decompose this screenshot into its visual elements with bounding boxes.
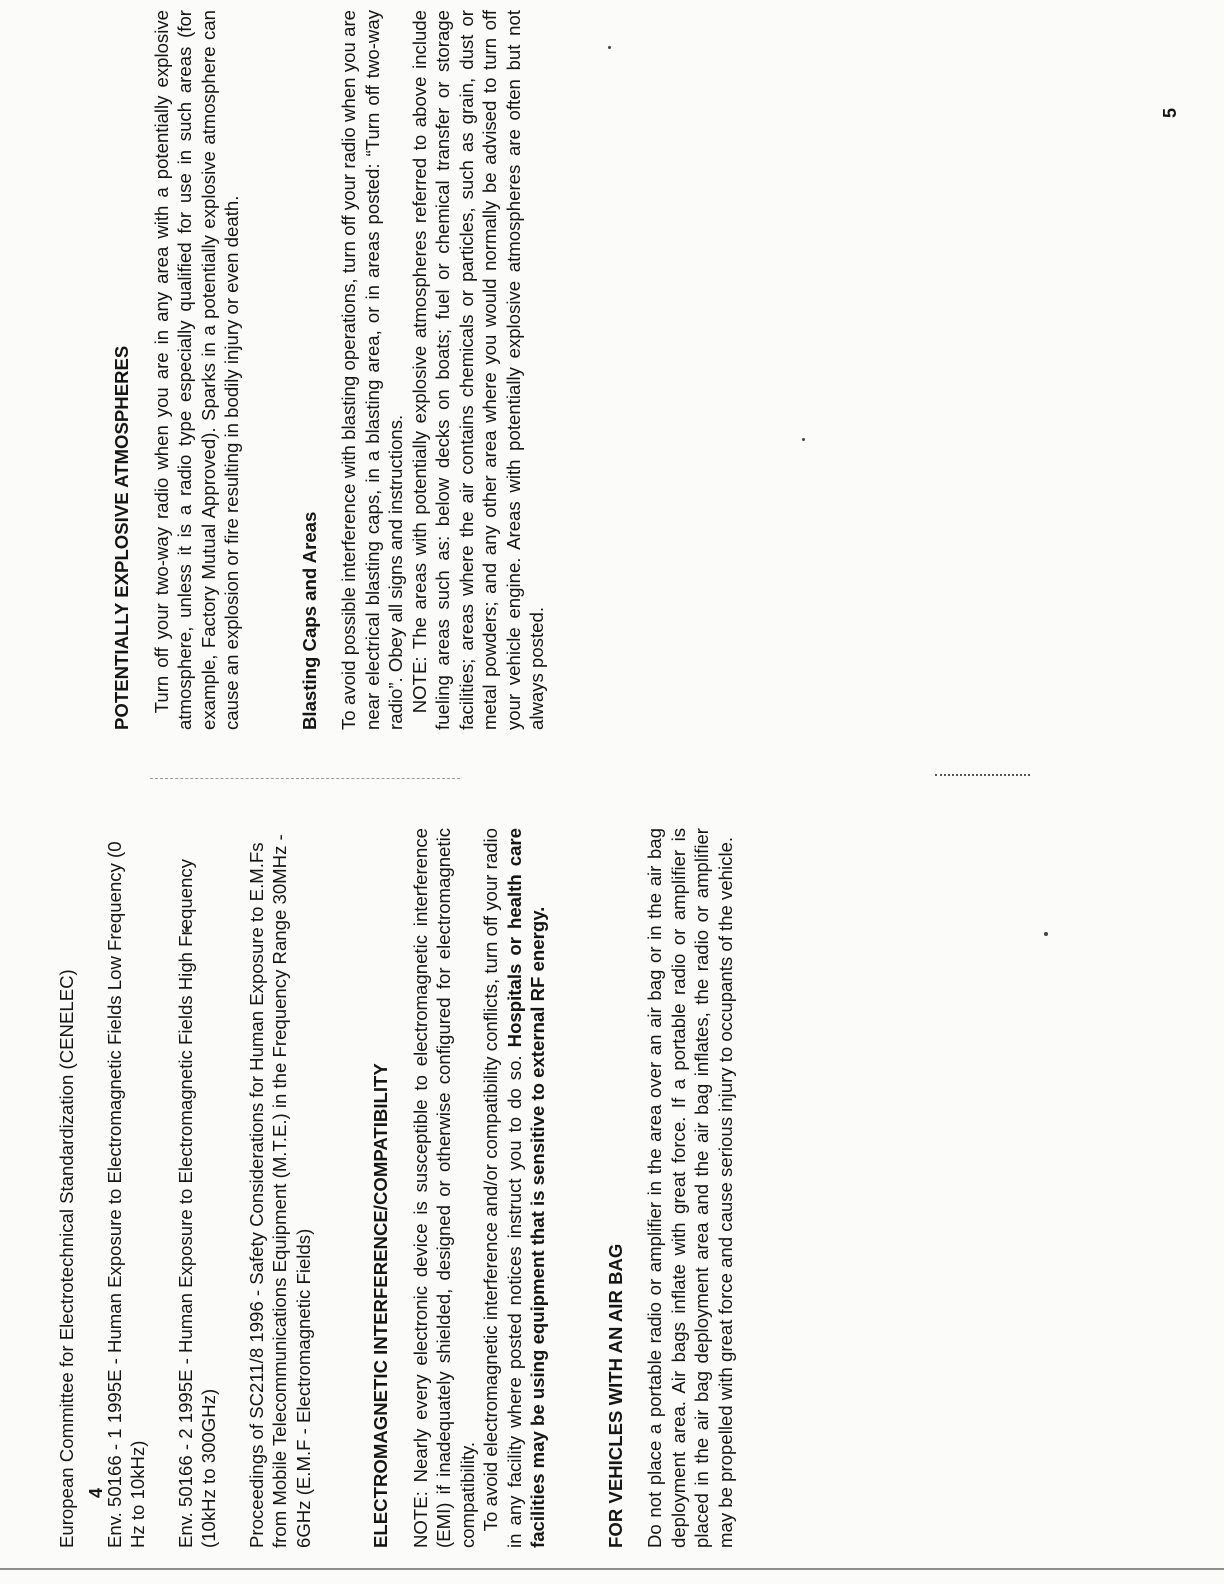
emi-heading: ELECTROMAGNETIC INTERFERENCE/COMPATIBILITY bbox=[370, 1063, 391, 1548]
page-number-5: 5 bbox=[1160, 107, 1180, 118]
committee-text: European Committee for Electrotechnical Standardization (CENELEC) bbox=[56, 969, 77, 1548]
emi-avoid-sentence: To avoid electromagnetic interference and/or compatibility conflicts, turn off your radio in any facility where posted notices instruct you to do so. bbox=[480, 828, 525, 1548]
blasting-note: NOTE: The areas with potentially explosive atmospheres referred to above include fueling areas such as: below decks on boats; fuel or chemical transfer or storage facilities; areas where the air contains chemicals or particles, such as grain, dust or metal powders; and any other area where you would normally be advised to turn off your vehicle engine. Areas with potentially explosive atmospheres are often but not always posted. bbox=[408, 10, 547, 730]
airbag-heading: FOR VEHICLES WITH AN AIR BAG bbox=[604, 1243, 626, 1548]
explosive-heading: POTENTIALLY EXPLOSIVE ATMOSPHERES bbox=[111, 345, 132, 730]
page-number-4: 4 bbox=[86, 1487, 106, 1498]
blasting-text: To avoid possible interference with blasting operations, turn off your radio when you are near electrical blasting caps, in a blasting area, or in areas posted: “Turn off two-way radio”. Obey all signs and instructions. bbox=[338, 10, 406, 730]
emi-hospital-sentence: Hospitals or health care facilities may be using equipment that is sensitive to external RF energy. bbox=[503, 827, 548, 1548]
reference-env-50166-1: Env. 50166 - 1 1995E - Human Exposure to Electromagnetic Fields Low Frequency (0 Hz to 10kHz) bbox=[103, 841, 148, 1548]
scan-smudge bbox=[935, 774, 1030, 776]
scan-edge-line bbox=[0, 1568, 1224, 1570]
airbag-text: Do not place a portable radio or amplifier in the area over an air bag or in the air bag deployment area. Air bags inflate with great force. If a portable radio or amplifier is placed in the air bag deployment area and the air bag inflates, the radio or amplifier may be propelled with great force and cause serious injury to occupants of the vehicle. bbox=[644, 828, 736, 1548]
emi-avoid-text bbox=[479, 828, 550, 1548]
explosive-text: Turn off your two-way radio when you are in any area with a potentially explosive atmosphere, unless it is a radio type especially qualified for use in such areas (for example, Factory Mutual Approved). Sparks in a potentially explosive atmosphere can cause an explosion or fire resulting in bodily injury or even death. bbox=[150, 10, 242, 730]
reference-env-50166-2: Env. 50166 - 2 1995E - Human Exposure to Electromagnetic Fields High Frequency (10kHz to 300GHz) bbox=[174, 858, 219, 1548]
page-fold-line bbox=[150, 778, 460, 779]
page-4 bbox=[55, 828, 1055, 1548]
emi-note: NOTE: Nearly every electronic device is susceptible to electromagnetic interference (EMI) if inadequately shielded, designed or otherwise configured for electromagnetic compatibility. bbox=[409, 828, 478, 1548]
blasting-heading: Blasting Caps and Areas bbox=[298, 511, 320, 730]
reference-sc211-proceedings: Proceedings of SC211/8 1996 - Safety Considerations for Human Exposure to E.M.Fs from Mobile Telecommunications Equipment (M.T.E.) in the Frequency Range 30MHz - 6GHz (E.M.F - Electromagnetic Fields) bbox=[245, 834, 314, 1548]
page-5 bbox=[110, 10, 1110, 730]
